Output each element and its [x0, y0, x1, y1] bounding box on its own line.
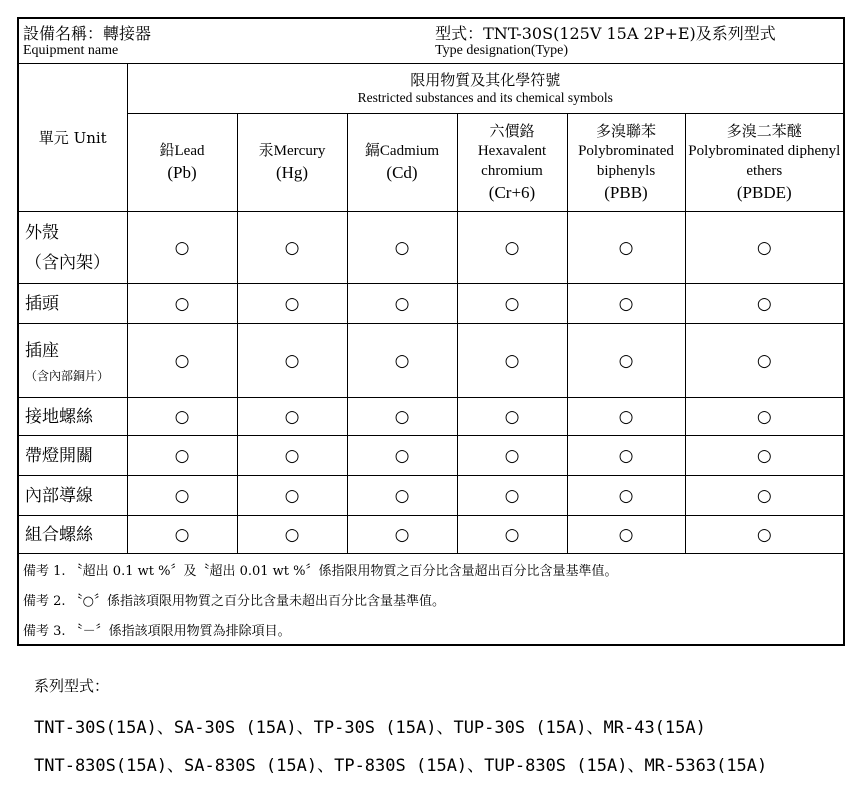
device-name-en: Equipment name [23, 43, 119, 58]
compliance-mark: ○ [127, 284, 237, 324]
compliance-mark: ○ [237, 516, 347, 554]
compliance-mark: ○ [685, 212, 844, 284]
part-rows [18, 212, 844, 554]
substance-chromium: 六價鉻 Hexavalent chromium (Cr+6) [457, 114, 567, 212]
compliance-mark: ○ [347, 436, 457, 476]
series-line-1: TNT-30S(15A)、SA-30S (15A)、TP-30S (15A)、TUP-30S (15A)、MR-43(15A) [34, 718, 706, 738]
compliance-mark: ○ [127, 516, 237, 554]
substance-mercury: 汞Mercury (Hg) [237, 114, 347, 212]
compliance-mark: ○ [567, 284, 685, 324]
table-row [18, 284, 844, 324]
part-name: 接地螺絲 [18, 398, 127, 436]
compliance-mark: ○ [347, 284, 457, 324]
compliance-mark: ○ [127, 398, 237, 436]
note-row [18, 554, 844, 585]
compliance-mark: ○ [237, 284, 347, 324]
compliance-mark: ○ [457, 516, 567, 554]
compliance-mark: ○ [685, 398, 844, 436]
series-line-2: TNT-830S(15A)、SA-830S (15A)、TP-830S (15A)、TUP-830S (15A)、MR-5363(15A) [34, 756, 768, 776]
compliance-mark: ○ [347, 324, 457, 398]
compliance-mark: ○ [127, 476, 237, 516]
part-name: 插座 （含內部銅片） [18, 324, 127, 398]
compliance-mark: ○ [237, 324, 347, 398]
compliance-mark: ○ [457, 212, 567, 284]
table-row [18, 212, 844, 284]
compliance-mark: ○ [127, 324, 237, 398]
compliance-mark: ○ [347, 212, 457, 284]
part-name: 帶燈開關 [18, 436, 127, 476]
compliance-mark: ○ [457, 476, 567, 516]
restricted-header [127, 64, 844, 114]
substance-cadmium: 鎘Cadmium (Cd) [347, 114, 457, 212]
compliance-mark: ○ [457, 436, 567, 476]
compliance-mark: ○ [237, 436, 347, 476]
compliance-mark: ○ [567, 398, 685, 436]
compliance-mark: ○ [685, 324, 844, 398]
compliance-mark: ○ [567, 476, 685, 516]
compliance-mark: ○ [127, 212, 237, 284]
compliance-mark: ○ [685, 476, 844, 516]
substance-lead: 鉛Lead (Pb) [127, 114, 237, 212]
compliance-mark: ○ [237, 476, 347, 516]
compliance-mark: ○ [457, 398, 567, 436]
compliance-mark: ○ [347, 398, 457, 436]
rohs-table [17, 17, 845, 646]
note-text: 備考 3. 〝－〞係指該項限用物質為排除項目。 [18, 614, 844, 645]
substance-header-row [18, 114, 844, 212]
note-rows [18, 554, 844, 646]
part-name: 內部導線 [18, 476, 127, 516]
compliance-mark: ○ [567, 436, 685, 476]
note-text: 備考 1. 〝超出 0.1 wt %〞及〝超出 0.01 wt %〞係指限用物質之百分比含量超出百分比含量基準值。 [18, 554, 844, 585]
note-row [18, 614, 844, 645]
series-title: 系列型式： [34, 677, 110, 695]
part-name: 外殼 （含內架） [18, 212, 127, 284]
compliance-mark: ○ [457, 324, 567, 398]
compliance-mark: ○ [685, 284, 844, 324]
compliance-mark: ○ [457, 284, 567, 324]
table-row [18, 436, 844, 476]
table-row [18, 476, 844, 516]
restricted-en: Restricted substances and its chemical symbols [357, 90, 613, 105]
device-name: 設備名稱：轉接器 [23, 24, 152, 43]
compliance-mark: ○ [347, 516, 457, 554]
part-name: 組合螺絲 [18, 516, 127, 554]
type-designation: 型式：TNT-30S(125V 15A 2P+E)及系列型式 [435, 24, 776, 43]
rohs-declaration [17, 17, 843, 776]
compliance-mark: ○ [347, 476, 457, 516]
compliance-mark: ○ [567, 324, 685, 398]
compliance-mark: ○ [237, 212, 347, 284]
note-text: 備考 2. 〝○〞係指該項限用物質之百分比含量未超出百分比含量基準值。 [18, 584, 844, 614]
compliance-mark: ○ [685, 436, 844, 476]
restricted-zh: 限用物質及其化學符號 [410, 71, 561, 89]
type-designation-en: Type designation(Type) [435, 43, 569, 58]
part-name: 插頭 [18, 284, 127, 324]
compliance-mark: ○ [237, 398, 347, 436]
note-row [18, 584, 844, 614]
compliance-mark: ○ [567, 212, 685, 284]
compliance-mark: ○ [127, 436, 237, 476]
unit-header: 單元 Unit [18, 64, 127, 212]
table-row [18, 398, 844, 436]
table-row [18, 516, 844, 554]
compliance-mark: ○ [685, 516, 844, 554]
substance-pbde: 多溴二苯醚 Polybrominated diphenyl ethers (PBDE) [685, 114, 844, 212]
substance-pbb: 多溴聯苯 Polybrominated biphenyls (PBB) [567, 114, 685, 212]
header-row [18, 18, 844, 64]
table-row [18, 324, 844, 398]
compliance-mark: ○ [567, 516, 685, 554]
